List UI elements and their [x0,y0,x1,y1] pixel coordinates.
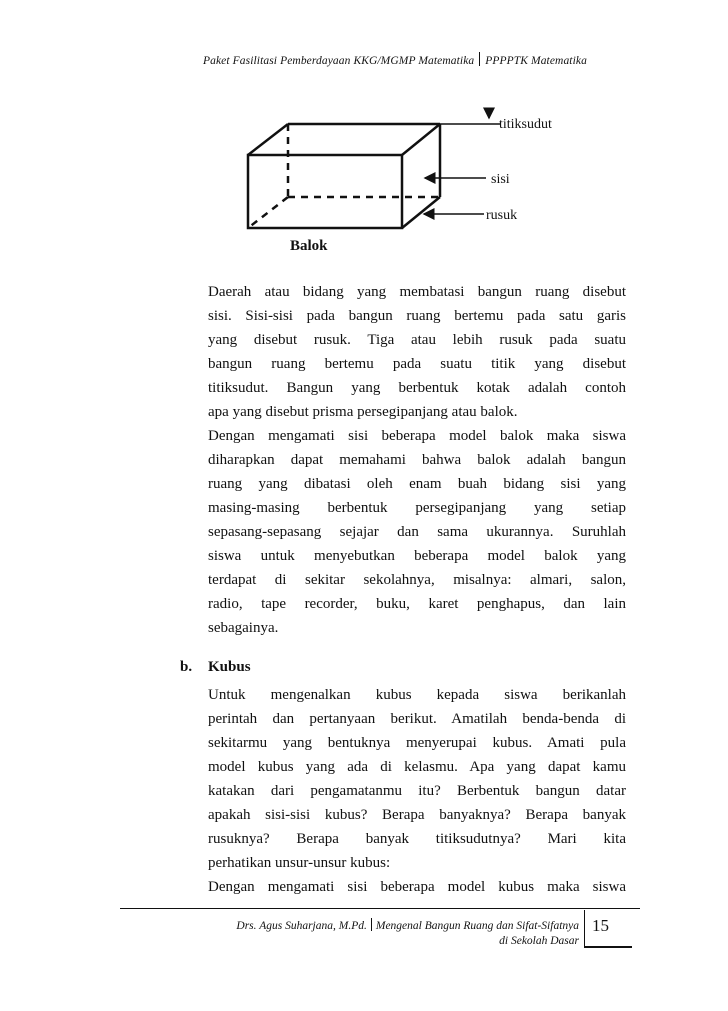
footer-line-1 [187,918,579,934]
text-line: apa yang disebut prisma persegipanjang atau balok. [208,404,518,420]
text-line: rusuknya? Berapa banyak titiksudutnya? Mari kita [208,831,626,847]
text-line: sekitarmu yang bentuknya menyerupai kubus. Amati pula [208,735,626,751]
footer-line-2: di Sekolah Dasar [499,935,579,947]
text-line: perhatikan unsur-unsur kubus: [208,855,391,871]
header-institution: PPPPTK Matematika [485,55,587,67]
top-left-depth-edge [248,124,288,155]
footer-title: Mengenal Bangun Ruang dan Sifat-Sifatnya [375,920,579,932]
diagram-caption: Balok [290,238,328,254]
text-line: terdapat di sekitar sekolahnya, misalnya: almari, salon, [208,572,626,588]
footer-author: Drs. Agus Suharjana, M.Pd. [236,920,367,932]
text-line: masing-masing berbentuk persegipanjang yang setiap [208,500,626,516]
text-line: diharapkan dapat memahami bahwa balok adalah bangun [208,452,626,468]
text-line: Dengan mengamati sisi beberapa model kubus maka siswa [208,879,626,895]
running-footer [187,918,579,949]
header-title: Paket Fasilitasi Pemberdayaan KKG/MGMP Matematika [203,55,475,67]
page-number: 15 [592,916,609,935]
label-vertex: titiksudut [499,117,552,132]
text-line: model kubus yang ada di kelasmu. Apa yang dapat kamu [208,759,626,775]
text-line: sepasang-sepasang sejajar dan sama ukurannya. Suruhlah [208,524,626,540]
footer-separator [371,918,372,931]
text-line: sebagainya. [208,620,279,636]
text-line: katakan dari pengamatanmu itu? Berbentuk bangun datar [208,783,626,799]
text-line: sisi. Sisi-sisi pada bangun ruang bertemu pada satu garis [208,308,626,324]
text-line: titiksudut. Bangun yang berbentuk kotak adalah contoh [208,380,626,396]
label-face: sisi [491,172,510,187]
text-line: apakah sisi-sisi kubus? Berapa banyaknya? Berapa banyak [208,807,626,823]
bottom-right-depth-edge [402,197,440,228]
footer-rule [120,908,640,909]
front-face [248,155,402,228]
text-line: radio, tape recorder, buku, karet penghapus, dan lain [208,596,626,612]
top-right-depth-edge [402,124,440,155]
text-line: bangun ruang bertemu pada suatu titik yang disebut [208,356,626,372]
text-line: yang disebut rusuk. Tiga atau lebih rusuk pada suatu [208,332,626,348]
text-line: perintah dan pertanyaan berikut. Amatilah benda-benda di [208,711,626,727]
text-line: siswa untuk menyebutkan beberapa model balok yang [208,548,626,564]
hidden-edge-depth [248,197,288,228]
label-edge: rusuk [486,208,518,223]
section-title: Kubus [208,659,251,675]
text-line: Dengan mengamati sisi beberapa model balok maka siswa [208,428,626,444]
text-line: ruang yang dibatasi oleh enam buah bidang sisi yang [208,476,626,492]
section-letter: b. [180,659,193,675]
text-line: Daerah atau bidang yang membatasi bangun ruang disebut [208,284,626,300]
balok-diagram [0,0,728,270]
text-line: Untuk mengenalkan kubus kepada siswa berikanlah [208,687,626,703]
